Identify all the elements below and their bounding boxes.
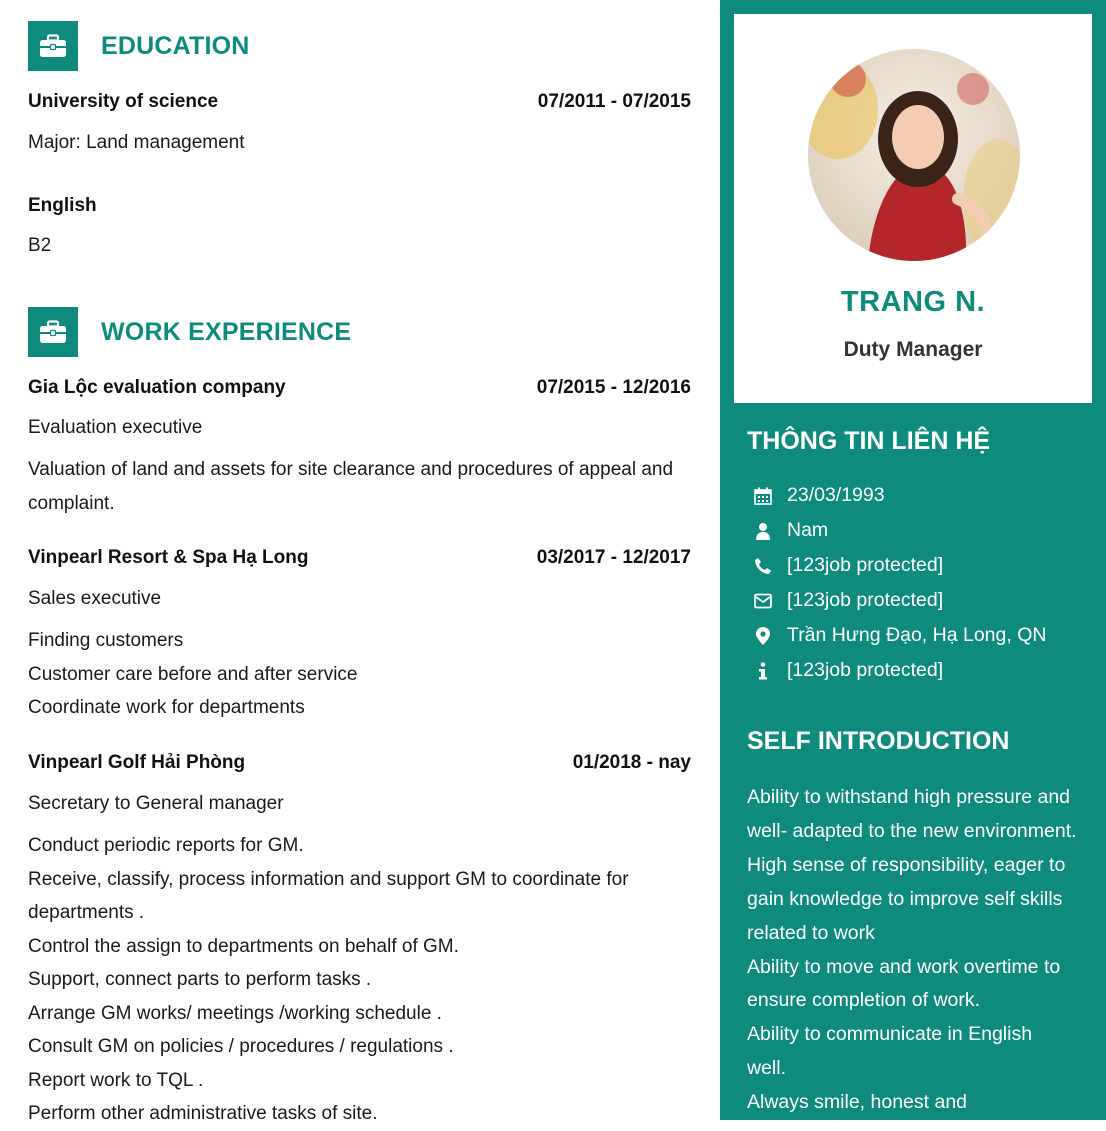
job-position: Evaluation executive <box>28 417 203 438</box>
section-title: WORK EXPERIENCE <box>101 317 352 346</box>
avatar <box>808 49 1020 261</box>
job-header <box>28 377 691 399</box>
job-position: Secretary to General manager <box>28 793 284 814</box>
education-detail: Major: Land management <box>28 132 245 153</box>
job-description-line: Finding customers <box>28 630 184 651</box>
job-description-line: Valuation of land and assets for site clearance and procedures of appeal and complaint. <box>28 459 674 514</box>
info-icon <box>752 660 774 682</box>
education-item <box>28 91 691 113</box>
job-position: Sales executive <box>28 588 162 609</box>
work-header <box>28 307 351 357</box>
job-header <box>28 547 691 569</box>
calendar-icon <box>752 485 774 507</box>
job-dates: 03/2017 - 12/2017 <box>536 547 691 568</box>
contact-address-value: Trần Hưng Đạo, Hạ Long, QN <box>787 624 1047 646</box>
section-title: EDUCATION <box>101 31 250 60</box>
job-description-line: Control the assign to departments on behalf of GM. <box>28 935 459 957</box>
self-intro-line: Ability to communicate in English <box>747 1023 1033 1046</box>
user-icon <box>752 520 774 542</box>
contact-email-value: [123job protected] <box>787 589 944 611</box>
education-header <box>28 21 250 71</box>
contact-phone <box>752 554 943 577</box>
job-description-line: Arrange GM works/ meetings /working schedule . <box>28 1002 442 1024</box>
job-description-line: Customer care before and after service <box>28 663 358 685</box>
contact-birthday <box>752 484 885 507</box>
job-description-line: Perform other administrative tasks of site. <box>28 1103 378 1124</box>
contact-address <box>752 624 1046 647</box>
self-intro-line: well. <box>747 1057 787 1080</box>
contact-info-value: [123job protected] <box>787 659 944 681</box>
job-description <box>28 624 678 725</box>
sidebar <box>720 0 1106 1120</box>
job-description-line: Coordinate work for departments <box>28 697 305 718</box>
self-intro-line: Ability to withstand high pressure and <box>747 786 1071 808</box>
contact-birthday-value: 23/03/1993 <box>787 484 885 506</box>
school-name: English <box>28 195 97 216</box>
company-name: Vinpearl Resort & Spa Hạ Long <box>28 547 309 568</box>
contact-phone-value: [123job protected] <box>787 554 944 576</box>
education-dates: 07/2011 - 07/2015 <box>537 91 691 112</box>
contact-gender <box>752 519 828 542</box>
profile-card <box>734 14 1092 403</box>
job-header <box>28 752 691 774</box>
job-description <box>28 829 678 1131</box>
self-intro-line: well- adapted to the new environment. <box>747 819 1077 842</box>
self-intro-line: High sense of responsibility, eager to <box>747 853 1066 876</box>
job-dates: 07/2015 - 12/2016 <box>536 377 691 398</box>
contact-email <box>752 589 943 612</box>
education-detail: B2 <box>28 235 52 256</box>
school-name: University of science <box>28 91 219 112</box>
phone-icon <box>752 555 774 577</box>
self-intro-line: Ability to move and work overtime to <box>747 955 1061 978</box>
self-intro-text <box>747 781 1092 1120</box>
profile-role: Duty Manager <box>843 338 983 361</box>
self-intro-line: ensure completion of work. <box>747 989 981 1012</box>
self-intro-line: Always smile, honest and <box>747 1091 968 1114</box>
contact-gender-value: Nam <box>787 519 829 541</box>
job-description-line: Consult GM on policies / procedures / regulations . <box>28 1036 454 1057</box>
job-description-line: Support, connect parts to perform tasks . <box>28 969 372 990</box>
briefcase-icon <box>28 21 78 71</box>
contact-info <box>752 659 943 682</box>
job-description-line: Report work to TQL . <box>28 1069 204 1091</box>
job-dates: 01/2018 - nay <box>572 752 691 773</box>
company-name: Vinpearl Golf Hải Phòng <box>28 752 246 773</box>
company-name: Gia Lộc evaluation company <box>28 377 286 398</box>
job-description <box>28 453 678 520</box>
job-description-line: Receive, classify, process information and support GM to coordinate for departments . <box>28 868 629 923</box>
briefcase-icon <box>28 307 78 357</box>
contact-title: THÔNG TIN LIÊN HỆ <box>747 427 991 455</box>
self-intro-title: SELF INTRODUCTION <box>747 727 1010 755</box>
job-description-line: Conduct periodic reports for GM. <box>28 835 304 856</box>
education-item <box>28 195 691 217</box>
profile-name: TRANG N. <box>840 286 986 318</box>
map-marker-icon <box>752 625 774 647</box>
envelope-icon <box>752 590 774 612</box>
self-intro-line: related to work <box>747 921 875 944</box>
self-intro-line: gain knowledge to improve self skills <box>747 887 1063 910</box>
